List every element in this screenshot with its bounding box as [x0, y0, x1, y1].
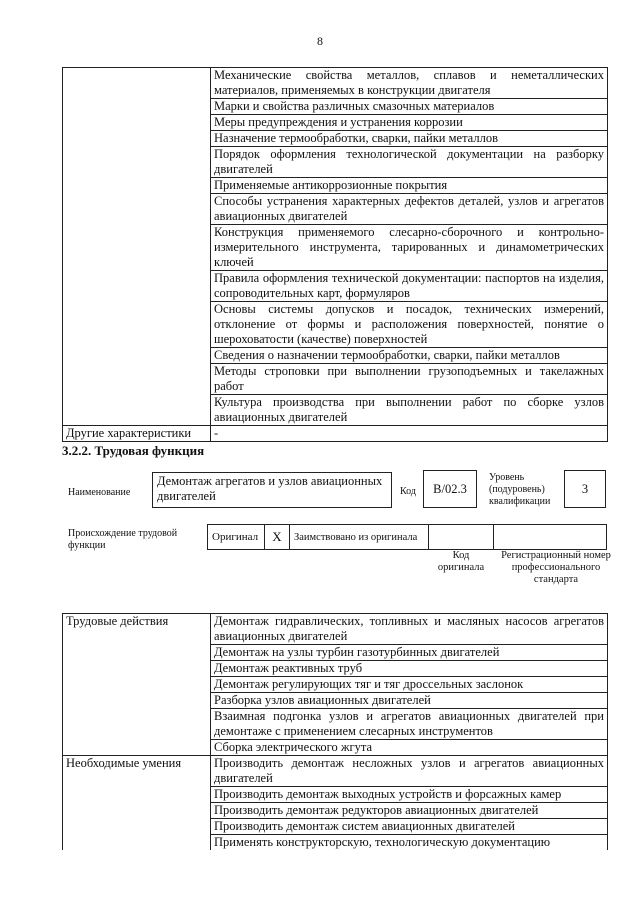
- knowledge-item: Назначение термообработки, сварки, пайки металлов: [211, 131, 608, 147]
- knowledge-item: Меры предупреждения и устранения коррозии: [211, 115, 608, 131]
- function-table: [62, 613, 608, 850]
- origin-code-box: [428, 524, 494, 550]
- level-label: Уровень (подуровень) квалификации: [489, 472, 551, 507]
- skill-item: Применять конструкторскую, технологическую документацию: [211, 835, 608, 851]
- knowledge-item: Способы устранения характерных дефектов деталей, узлов и агрегатов авиационных двигателей: [211, 194, 608, 225]
- level-box: [564, 470, 606, 508]
- code-label: Код: [400, 486, 416, 497]
- action-item: Разборка узлов авиационных двигателей: [211, 693, 608, 709]
- skill-item: Производить демонтаж редукторов авиационных двигателей: [211, 803, 608, 819]
- borrowed-label: Заимствовано из оригинала: [294, 532, 418, 543]
- function-code-box: [423, 470, 477, 508]
- reg-number-box: [493, 524, 607, 550]
- origin-code-caption: Код оригинала: [437, 550, 485, 573]
- knowledge-item: Культура производства при выполнении работ по сборке узлов авиационных двигателей: [211, 395, 608, 426]
- knowledge-item: Правила оформления технической документации: паспортов на изделия, сопроводительных карт, формуляров: [211, 271, 608, 302]
- reg-number-caption: Регистрационный номер профессионального стандарта: [501, 550, 611, 585]
- origin-label: Происхождение трудовой функции: [68, 528, 178, 551]
- actions-label: Трудовые действия: [63, 614, 211, 756]
- action-item: Демонтаж на узлы турбин газотурбинных двигателей: [211, 645, 608, 661]
- function-code-value: B/02.3: [433, 482, 467, 496]
- action-item: Демонтаж гидравлических, топливных и масляных насосов агрегатов авиационных двигателей: [211, 614, 608, 645]
- table-row: [63, 68, 608, 99]
- function-name-box: [152, 472, 392, 508]
- knowledge-item: Механические свойства металлов, сплавов и неметаллических материалов, применяемых в конструкции двигателя: [211, 68, 608, 99]
- name-label: Наименование: [68, 487, 131, 498]
- original-mark: X: [272, 529, 282, 544]
- other-characteristics-value: -: [211, 426, 608, 442]
- action-item: Демонтаж регулирующих тяг и тяг дроссельных заслонок: [211, 677, 608, 693]
- knowledge-item: Марки и свойства различных смазочных материалов: [211, 99, 608, 115]
- borrowed-box: [289, 524, 429, 550]
- action-item: Взаимная подгонка узлов и агрегатов авиационных двигателей при демонтаже с применением слесарных инструментов: [211, 709, 608, 740]
- knowledge-table: [62, 67, 608, 442]
- knowledge-item: Основы системы допусков и посадок, технических измерений, отклонение от формы и расположения поверхностей, понятие о шероховатости (качестве) поверхностей: [211, 302, 608, 348]
- skill-item: Производить демонтаж выходных устройств и форсажных камер: [211, 787, 608, 803]
- page-number: 8: [317, 34, 323, 48]
- skill-item: Производить демонтаж несложных узлов и агрегатов авиационных двигателей: [211, 756, 608, 787]
- knowledge-item: Сведения о назначении термообработки, сварки, пайки металлов: [211, 348, 608, 364]
- knowledge-item: Методы строповки при выполнении грузоподъемных и такелажных работ: [211, 364, 608, 395]
- table-row: [63, 756, 608, 787]
- other-characteristics-label: Другие характеристики: [63, 426, 211, 442]
- table-cell-empty: [63, 68, 211, 426]
- knowledge-item: Применяемые антикоррозионные покрытия: [211, 178, 608, 194]
- action-item: Демонтаж реактивных труб: [211, 661, 608, 677]
- skills-label: Необходимые умения: [63, 756, 211, 851]
- table-row: [63, 426, 608, 442]
- original-mark-box: [264, 524, 290, 550]
- action-item: Сборка электрического жгута: [211, 740, 608, 756]
- original-label: Оригинал: [212, 531, 259, 543]
- knowledge-item: Конструкция применяемого слесарно-сборочного и контрольно-измерительного инструмента, тарированных и динамометрических ключей: [211, 225, 608, 271]
- original-box: [207, 524, 265, 550]
- section-title: 3.2.2. Трудовая функция: [62, 443, 205, 458]
- skill-item: Производить демонтаж систем авиационных двигателей: [211, 819, 608, 835]
- knowledge-item: Порядок оформления технологической документации на разборку двигателей: [211, 147, 608, 178]
- level-value: 3: [581, 482, 589, 496]
- function-name-value: Демонтаж агрегатов и узлов авиационных двигателей: [157, 474, 383, 503]
- table-row: [63, 614, 608, 645]
